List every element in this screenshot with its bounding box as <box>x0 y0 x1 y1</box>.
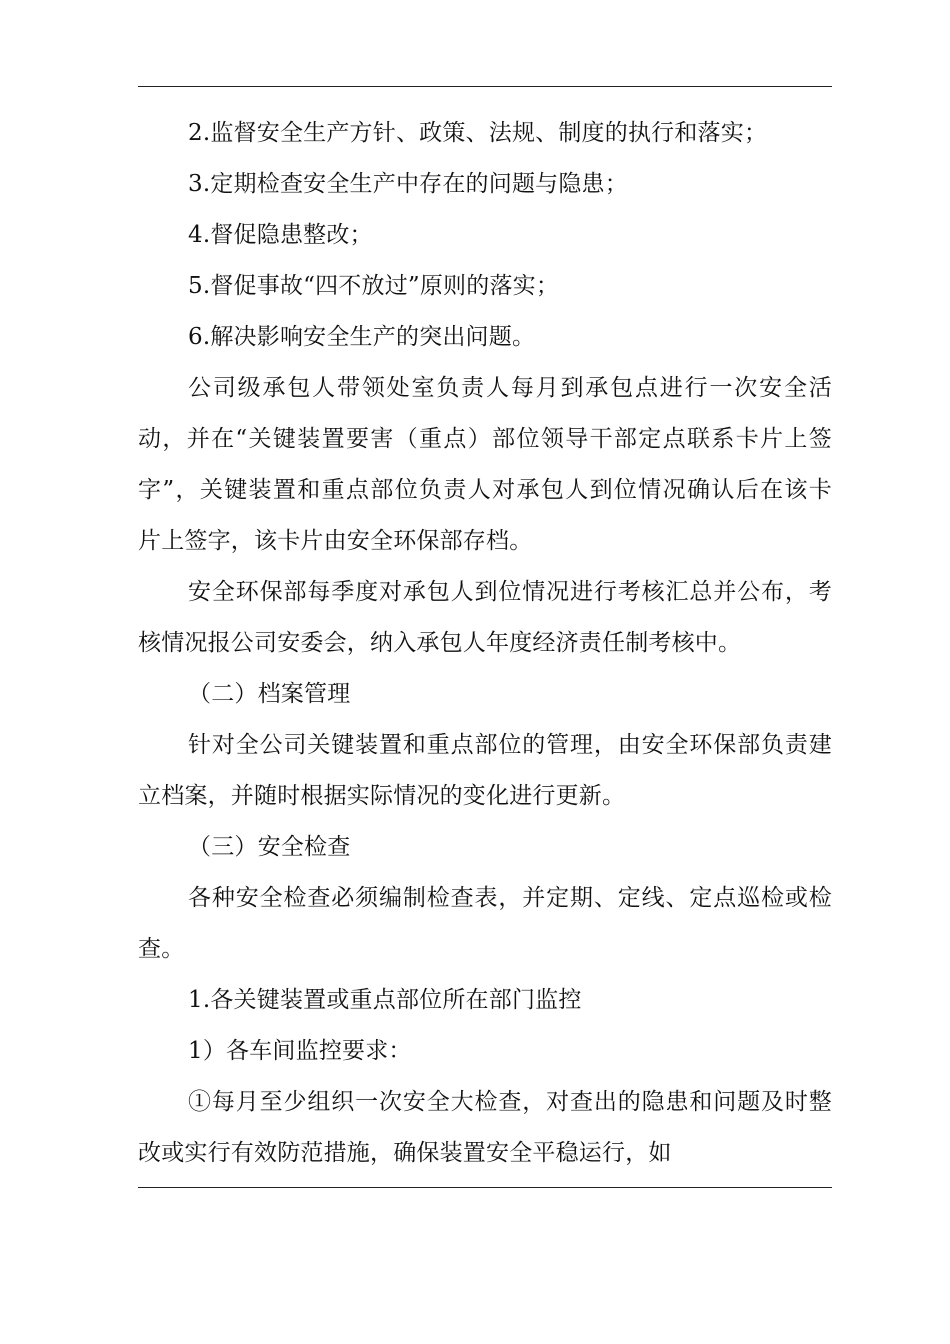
paragraph-line: 针对全公司关键装置和重点部位的管理，由安全环保部负责建 <box>188 732 832 758</box>
paragraph-line: 公司级承包人带领处室负责人每月到承包点进行一次安全活 <box>188 375 832 401</box>
document-body <box>138 108 832 1179</box>
paragraph-line: 立档案，并随时根据实际情况的变化进行更新。 <box>138 783 626 809</box>
paragraph-line: 安全环保部每季度对承包人到位情况进行考核汇总并公布，考 <box>188 579 832 605</box>
list-item: 5.督促事故“四不放过”原则的落实； <box>188 273 560 299</box>
section-heading: （二）档案管理 <box>188 681 351 707</box>
paragraph-line: 动，并在“关键装置要害（重点）部位领导干部定点联系卡片上签 <box>138 426 832 452</box>
paragraph-line: 改或实行有效防范措施，确保装置安全平稳运行，如 <box>138 1140 672 1166</box>
section-heading: （三）安全检查 <box>188 834 351 860</box>
paragraph-line: 片上签字，该卡片由安全环保部存档。 <box>138 528 533 554</box>
list-item: 6.解决影响安全生产的突出问题。 <box>188 324 536 350</box>
list-item: 4.督促隐患整改； <box>188 222 373 248</box>
paragraph-line: 各种安全检查必须编制检查表，并定期、定线、定点巡检或检 <box>188 885 832 911</box>
list-item: 3.定期检查安全生产中存在的问题与隐患； <box>188 171 628 197</box>
subsection-heading: 1.各关键装置或重点部位所在部门监控 <box>188 987 582 1013</box>
footer-rule <box>138 1187 832 1188</box>
paragraph-line: 查。 <box>138 936 185 962</box>
paragraph-line: ①每月至少组织一次安全大检查，对查出的隐患和问题及时整 <box>188 1089 832 1115</box>
list-item: 2.监督安全生产方针、政策、法规、制度的执行和落实； <box>188 120 768 146</box>
header-rule <box>138 86 832 87</box>
paragraph-line: 字”，关键装置和重点部位负责人对承包人到位情况确认后在该卡 <box>138 477 832 503</box>
paragraph-line: 核情况报公司安委会，纳入承包人年度经济责任制考核中。 <box>138 630 742 656</box>
subsection-heading: 1）各车间监控要求： <box>188 1038 412 1064</box>
